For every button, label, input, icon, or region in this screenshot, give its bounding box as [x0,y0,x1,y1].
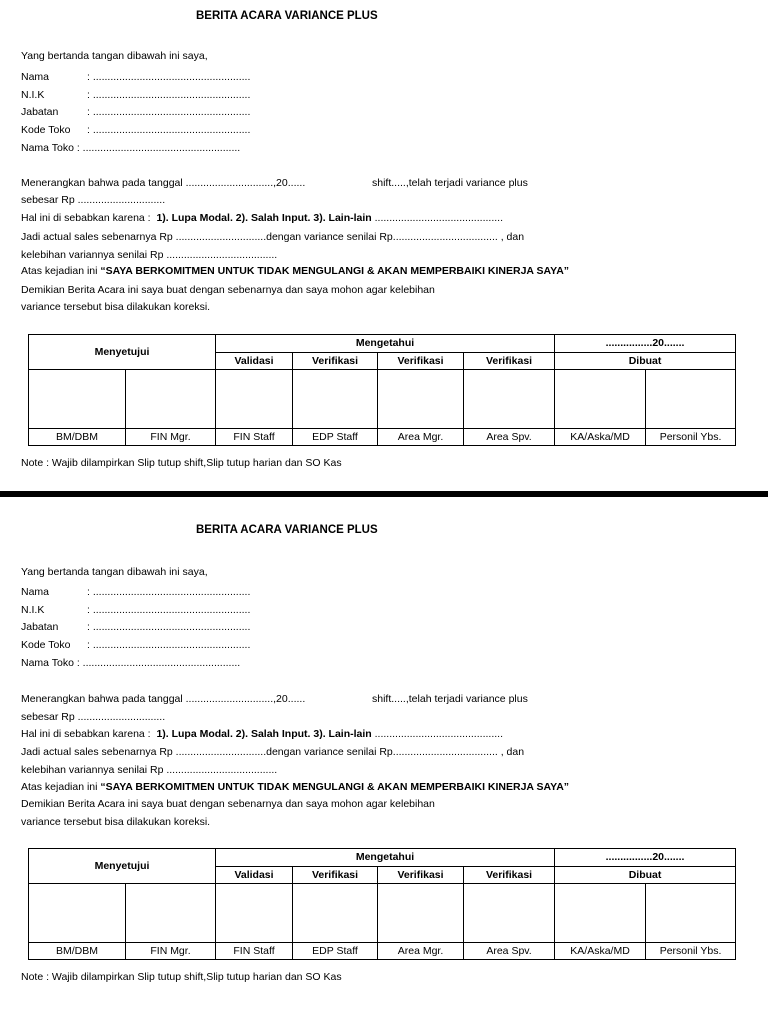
role-label: Area Spv. [464,429,555,446]
signature-space [555,884,646,943]
commitment-label: Atas kejadian ini [21,265,98,277]
statement-line-7: Demikian Berita Acara ini saya buat dengan sebenarnya dan saya mohon agar kelebihan [21,798,435,810]
role-label: KA/Aska/MD [555,429,646,446]
field-dots: : ...................................................... [87,124,251,136]
intro-text: Yang bertanda tangan dibawah ini saya, [21,50,208,62]
statement-line-1: Menerangkan bahwa pada tanggal ..............................,20...... [21,177,306,189]
field-dots: : ...................................................... [76,657,241,669]
signature-space [378,370,464,429]
field-dots: : ...................................................... [87,106,251,118]
mengetahui-header: Mengetahui [216,849,555,867]
statement-line-2: sebesar Rp .............................. [21,711,166,723]
cause-dots: ............................................ [374,212,503,224]
statement-shift: shift.....,telah terjadi variance plus [372,177,528,189]
role-label: BM/DBM [29,429,126,446]
field-kode-toko [21,639,250,651]
dibuat-header: Dibuat [555,866,736,884]
signature-space [464,370,555,429]
signature-space [646,884,736,943]
statement-line-6 [21,265,569,277]
field-label: Jabatan [21,621,59,633]
mengetahui-header: Mengetahui [216,335,555,353]
role-label: EDP Staff [293,429,378,446]
dibuat-header: Dibuat [555,352,736,370]
field-nama [21,586,250,598]
field-nik [21,604,250,616]
statement-line-7: Demikian Berita Acara ini saya buat dengan sebenarnya dan saya mohon agar kelebihan [21,284,435,296]
field-label: Nama Toko [21,657,74,669]
menyetujui-header: Menyetujui [29,849,216,884]
signature-space [378,884,464,943]
sub-header-verifikasi: Verifikasi [378,866,464,884]
field-label: Nama Toko [21,142,74,154]
statement-line-3 [21,212,503,224]
statement-line-3 [21,728,503,740]
statement-line-4: Jadi actual sales sebenarnya Rp ...............................dengan variance senilai Rp.................................... , dan [21,746,525,758]
field-nik [21,89,250,101]
sub-header-verifikasi: Verifikasi [464,866,555,884]
commitment-label: Atas kejadian ini [21,781,98,793]
sub-header-verifikasi: Verifikasi [293,866,378,884]
statement-line-6 [21,781,569,793]
statement-line-2: sebesar Rp .............................. [21,194,166,206]
signature-space [216,370,293,429]
field-dots: : ...................................................... [87,71,251,83]
date-header: ................20....... [555,335,736,353]
field-label: N.I.K [21,604,45,616]
statement-line-5: kelebihan variannya senilai Rp ...................................... [21,249,278,261]
field-kode-toko [21,124,250,136]
form-title: BERITA ACARA VARIANCE PLUS [196,524,378,536]
cause-options: 1). Lupa Modal. 2). Salah Input. 3). Lain-lain [156,212,372,224]
field-jabatan [21,106,250,118]
statement-shift: shift.....,telah terjadi variance plus [372,693,528,705]
commitment-text: “SAYA BERKOMITMEN UNTUK TIDAK MENGULANGI & AKAN MEMPERBAIKI KINERJA SAYA” [100,781,570,793]
role-label: FIN Mgr. [126,429,216,446]
field-dots: : ...................................................... [87,639,251,651]
field-dots: : ...................................................... [87,586,251,598]
role-label: BM/DBM [29,943,126,960]
role-label: KA/Aska/MD [555,943,646,960]
field-nama [21,71,250,83]
menyetujui-header: Menyetujui [29,335,216,370]
role-label: EDP Staff [293,943,378,960]
statement-line-8: variance tersebut bisa dilakukan koreksi. [21,301,211,313]
role-label: Area Spv. [464,943,555,960]
date-header: ................20....... [555,849,736,867]
note-text: Note : Wajib dilampirkan Slip tutup shift,Slip tutup harian dan SO Kas [21,457,342,469]
field-nama-toko [21,657,240,669]
role-label: Area Mgr. [378,943,464,960]
signature-space [216,884,293,943]
field-label: Kode Toko [21,124,71,136]
field-dots: : ...................................................... [76,142,241,154]
field-label: Nama [21,586,50,598]
field-label: N.I.K [21,89,45,101]
signature-space [646,370,736,429]
page-divider [0,491,768,497]
field-dots: : ...................................................... [87,89,251,101]
statement-line-5: kelebihan variannya senilai Rp ...................................... [21,764,278,776]
role-label: Personil Ybs. [646,429,736,446]
role-label: FIN Staff [216,429,293,446]
cause-label: Hal ini di sebabkan karena : [21,728,151,740]
signature-table [28,848,736,960]
sub-header-validasi: Validasi [216,866,293,884]
field-jabatan [21,621,250,633]
signature-space [126,884,216,943]
commitment-text: “SAYA BERKOMITMEN UNTUK TIDAK MENGULANGI & AKAN MEMPERBAIKI KINERJA SAYA” [100,265,570,277]
field-nama-toko [21,142,240,154]
role-label: FIN Mgr. [126,943,216,960]
signature-space [29,884,126,943]
field-dots: : ...................................................... [87,621,251,633]
sub-header-validasi: Validasi [216,352,293,370]
signature-space [29,370,126,429]
role-label: FIN Staff [216,943,293,960]
statement-line-8: variance tersebut bisa dilakukan koreksi. [21,816,211,828]
field-label: Jabatan [21,106,59,118]
statement-line-4: Jadi actual sales sebenarnya Rp ...............................dengan variance senilai Rp.................................... , dan [21,231,525,243]
field-dots: : ...................................................... [87,604,251,616]
sub-header-verifikasi: Verifikasi [464,352,555,370]
statement-line-1: Menerangkan bahwa pada tanggal ..............................,20...... [21,693,306,705]
cause-options: 1). Lupa Modal. 2). Salah Input. 3). Lain-lain [156,728,372,740]
sub-header-verifikasi: Verifikasi [293,352,378,370]
signature-space [293,884,378,943]
cause-label: Hal ini di sebabkan karena : [21,212,151,224]
form-title: BERITA ACARA VARIANCE PLUS [196,10,378,22]
signature-space [464,884,555,943]
role-label: Area Mgr. [378,429,464,446]
field-label: Nama [21,71,50,83]
cause-dots: ............................................ [374,728,503,740]
signature-table [28,334,736,446]
intro-text: Yang bertanda tangan dibawah ini saya, [21,566,208,578]
signature-space [126,370,216,429]
sub-header-verifikasi: Verifikasi [378,352,464,370]
signature-space [555,370,646,429]
note-text: Note : Wajib dilampirkan Slip tutup shift,Slip tutup harian dan SO Kas [21,971,342,983]
role-label: Personil Ybs. [646,943,736,960]
field-label: Kode Toko [21,639,71,651]
signature-space [293,370,378,429]
